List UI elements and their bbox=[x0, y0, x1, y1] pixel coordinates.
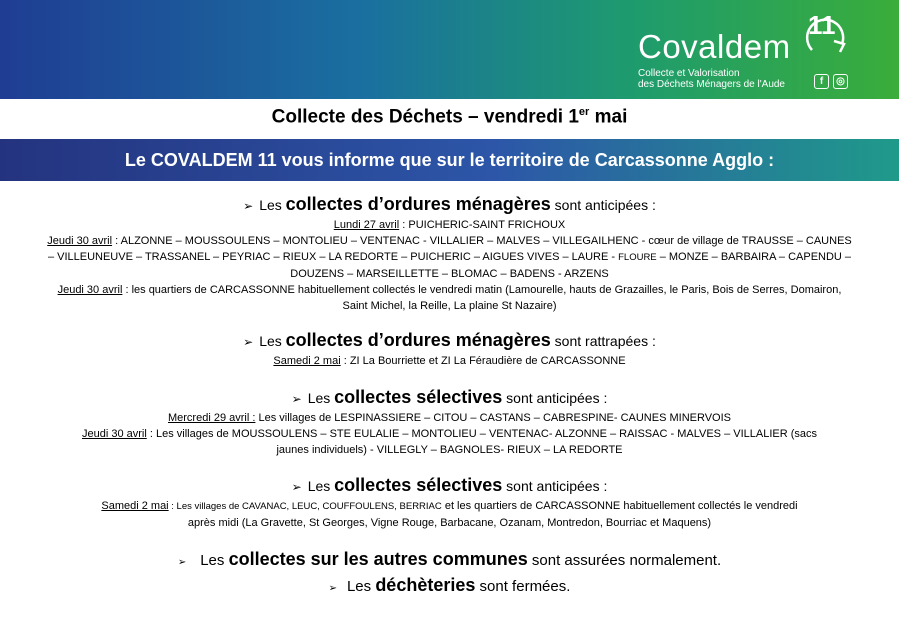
section-heading bbox=[0, 474, 899, 498]
heading-bold: collectes d’ordures ménagères bbox=[285, 330, 551, 350]
arrow-bullet-icon: ➢ bbox=[243, 199, 254, 213]
schedule-text: Les villages de LESPINASSIERE – CITOU – CASTANS – CABRESPINE- CAUNES MINERVOIS bbox=[255, 412, 732, 424]
heading-post: sont assurées normalement. bbox=[527, 552, 722, 569]
schedule-line bbox=[0, 353, 899, 369]
title-text: Collecte des Déchets – vendredi 1 bbox=[271, 106, 579, 128]
section-heading bbox=[0, 193, 899, 217]
arrow-bullet-icon: ➢ bbox=[291, 480, 302, 494]
section-selectives-anticipees-2 bbox=[0, 474, 899, 531]
instagram-icon[interactable]: ◎ bbox=[833, 74, 848, 89]
schedule-text: : Les villages de MOUSSOULENS – STE EULALIE – MONTOLIEU – VENTENAC- ALZONNE – RAISSAC - MALVES – VILLALIER (sacs jaunes individuels) - VILLEGLY – BAGNOLES- RIEUX – LA REDORTE bbox=[146, 428, 818, 456]
schedule-line bbox=[0, 233, 899, 282]
facebook-icon[interactable]: f bbox=[814, 74, 829, 89]
schedule-text: : ALZONNE – MOUSSOULENS – MONTOLIEU – VENTENAC - VILLALIER – MALVES – VILLEGAILHENC - cœur de village de TRAUSSE – CAUNES – VILLEUNEUVE – TRASSANEL – PEYRIAC – RIEUX – LA REDORTE – PUICHERIC – AIGUES VIVES – LAURE - bbox=[47, 235, 852, 263]
section-heading bbox=[0, 329, 899, 353]
section-heading bbox=[0, 548, 899, 574]
title-suffix: mai bbox=[589, 106, 628, 128]
schedule-line bbox=[0, 282, 899, 314]
heading-bold: collectes sélectives bbox=[334, 387, 503, 407]
heading-bold: collectes sélectives bbox=[334, 475, 503, 495]
schedule-text-small: FLOURE bbox=[618, 252, 657, 263]
section-heading bbox=[0, 386, 899, 410]
arrow-bullet-icon: ➢ bbox=[291, 392, 302, 406]
info-banner: Le COVALDEM 11 vous informe que sur le territoire de Carcassonne Agglo : bbox=[0, 139, 899, 181]
social-links bbox=[814, 74, 848, 89]
schedule-date: Samedi 2 mai bbox=[273, 355, 341, 367]
heading-bold: déchèteries bbox=[375, 575, 476, 595]
heading-post: sont anticipées : bbox=[502, 390, 608, 406]
arrow-bullet-icon: ➢ bbox=[243, 335, 254, 349]
schedule-line bbox=[0, 217, 899, 233]
schedule-date: Samedi 2 mai bbox=[101, 500, 169, 512]
logo-tagline-1: Collecte et Valorisation bbox=[638, 68, 740, 79]
arrow-bullet-icon: ➢ bbox=[177, 557, 187, 568]
schedule-line bbox=[0, 410, 899, 426]
section-autres-communes bbox=[0, 548, 899, 574]
schedule-line bbox=[0, 426, 899, 458]
schedule-text: – MONZE – BARBAIRA – CAPENDU – DOUZENS – MARSEILLETTE – BLOMAC – BADENS - ARZENS bbox=[290, 251, 852, 280]
heading-pre: Les bbox=[346, 578, 376, 595]
schedule-date: Jeudi 30 avril bbox=[81, 428, 147, 440]
heading-post: sont anticipées : bbox=[502, 478, 608, 494]
schedule-date: Jeudi 30 avril bbox=[57, 284, 123, 296]
logo-tagline bbox=[638, 68, 785, 90]
logo-number: 11 bbox=[808, 10, 836, 40]
schedule-date: Lundi 27 avril bbox=[333, 219, 400, 231]
heading-post: sont fermées. bbox=[475, 578, 571, 595]
section-heading bbox=[0, 574, 899, 600]
schedule-date: Jeudi 30 avril bbox=[47, 235, 113, 247]
schedule-text: : ZI La Bourriette et ZI La Féraudière de CARCASSONNE bbox=[340, 355, 626, 367]
schedule-text-small: : Les villages de CAVANAC, LEUC, COUFFOULENS, BERRIAC bbox=[168, 501, 442, 512]
schedule-text: : les quartiers de CARCASSONNE habituellement collectés le vendredi matin (Lamourelle, hauts de Grazailles, le Paris, Bois de Serres, Domairon, Saint Michel, la Reille, La plaine St Nazaire) bbox=[122, 284, 842, 312]
header-banner bbox=[0, 0, 899, 99]
schedule-text: et les quartiers de CARCASSONNE habituellement collectés le vendredi après midi (La Gravette, St Georges, Vigne Rouge, Barbacane, Ozanam, Montredon, Bourriac et Maquens) bbox=[187, 500, 798, 529]
logo-name: Covaldem bbox=[638, 28, 791, 65]
heading-pre: Les bbox=[200, 552, 229, 569]
title-sup: er bbox=[578, 106, 590, 118]
heading-pre: Les bbox=[259, 197, 286, 213]
page-title bbox=[0, 106, 899, 128]
section-decheteries bbox=[0, 574, 899, 600]
section-selectives-anticipees-1 bbox=[0, 386, 899, 458]
heading-bold: collectes d’ordures ménagères bbox=[285, 194, 551, 214]
heading-pre: Les bbox=[259, 333, 286, 349]
heading-post: sont rattrapées : bbox=[550, 333, 656, 349]
heading-post: sont anticipées : bbox=[550, 197, 656, 213]
schedule-text: : PUICHERIC-SAINT FRICHOUX bbox=[399, 219, 566, 231]
logo-tagline-2: des Déchets Ménagers de l'Aude bbox=[638, 79, 785, 90]
covaldem-logo bbox=[638, 10, 873, 95]
schedule-date: Mercredi 29 avril : bbox=[167, 412, 256, 424]
arrow-bullet-icon: ➢ bbox=[328, 583, 337, 594]
section-ordures-anticipees bbox=[0, 193, 899, 314]
heading-pre: Les bbox=[307, 390, 335, 406]
heading-pre: Les bbox=[307, 478, 335, 494]
schedule-line bbox=[0, 498, 899, 531]
section-ordures-rattrapees bbox=[0, 329, 899, 369]
heading-bold: collectes sur les autres communes bbox=[228, 549, 528, 569]
